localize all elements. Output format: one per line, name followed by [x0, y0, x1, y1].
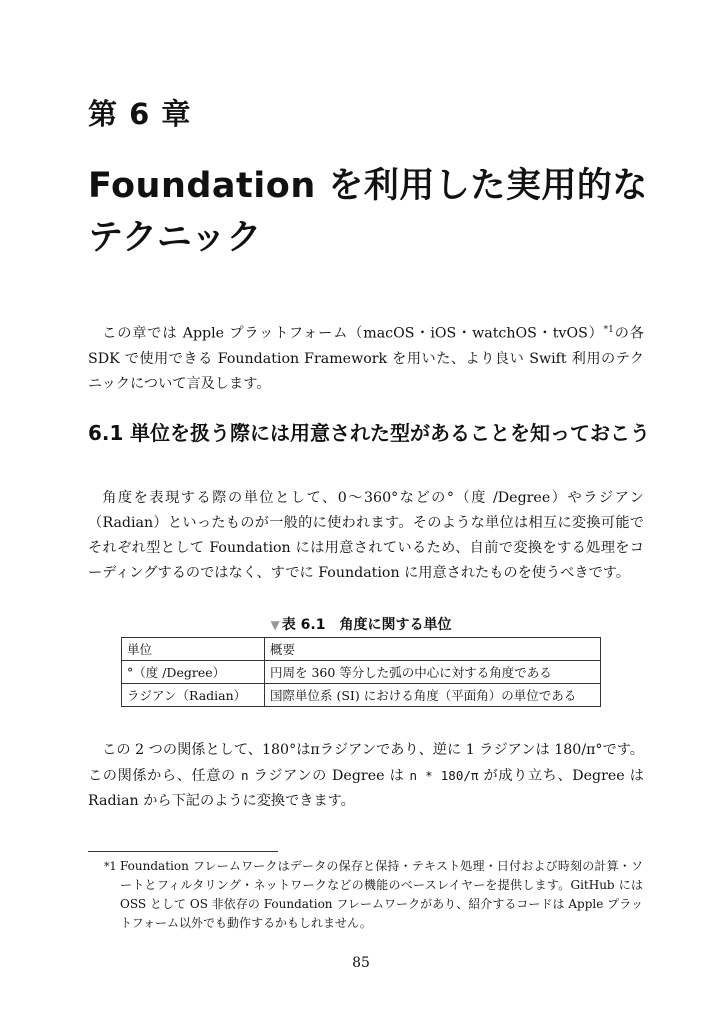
section-number: 6.1: [88, 421, 124, 445]
inline-code-n: n: [240, 768, 249, 783]
intro-text-a: この章では Apple プラットフォーム（macOS・iOS・watchOS・tvOS）: [102, 325, 604, 342]
table-cell-summary: 円周を 360 等分した弧の中心に対する角度である: [265, 661, 601, 684]
intro-text-c: SDK で使用できる Foundation Framework を用いた、より良い Swift 利用のテクニックについて言及します。: [88, 350, 644, 392]
footnote-reference[interactable]: *1: [603, 325, 614, 335]
table-row: [122, 684, 601, 707]
table-cell-summary: 国際単位系 (SI) における角度（平面角）の単位である: [265, 684, 601, 707]
conversion-text-a: この 2 つの関係として、180°はπラジアンであり、逆に 1 ラジアンは 180/π°です。この関係から、任意の: [88, 742, 644, 784]
chapter-title: [88, 160, 648, 264]
page-number: 85: [352, 955, 370, 971]
footnote-divider: [88, 851, 278, 852]
chapter-title-line-2: テクニック: [88, 218, 263, 258]
intro-paragraph: [88, 318, 644, 397]
angle-units-table: [121, 637, 601, 707]
chapter-label: 第 6 章: [88, 97, 192, 131]
table-caption: [0, 614, 722, 634]
table-header-unit: 単位: [122, 638, 265, 661]
footnote-text: Foundation フレームワークはデータの保存と保持・テキスト処理・日付および時刻の計算・ソートとフィルタリング・ネットワークなどの機能のベースレイヤーを提供します。GitHub には OSS として OS 非依存の Foundation フレームワークがあり、紹介するコードは Apple プラットフォーム以外でも動作するかもしれません。: [120, 859, 643, 930]
table-row: [122, 661, 601, 684]
table-cell-unit: °（度 /Degree）: [122, 661, 265, 684]
conversion-paragraph: [88, 738, 644, 814]
chapter-title-line-1: Foundation を利用した実用的な: [88, 166, 648, 206]
angle-paragraph: 角度を表現する際の単位として、0〜360°などの°（度 /Degree）やラジアン（Radian）といったものが一般的に使われます。そのような単位は相互に変換可能でそれぞれ型として Foundation には用意されているため、自前で変換をする処理をコーディングするのではなく、すでに Foundation に用意されたものを使うべきです。: [88, 490, 644, 581]
table-header-summary: 概要: [265, 638, 601, 661]
table-caption-text: 表 6.1 角度に関する単位: [281, 617, 452, 633]
table-cell-unit: ラジアン（Radian）: [122, 684, 265, 707]
caption-triangle-icon: ▼: [270, 618, 280, 632]
conversion-text-c: が成り立ち、Degree は Radian から下記のように変換できます。: [88, 768, 644, 809]
inline-code-expression: n * 180/π: [409, 768, 479, 783]
table-header-row: [122, 638, 601, 661]
section-title: 単位を扱う際には用意された型があることを知っておこう: [130, 421, 650, 445]
intro-text-b: の各: [613, 325, 644, 342]
footnote: [88, 857, 643, 933]
conversion-text-b: ラジアンの Degree は: [253, 768, 405, 784]
footnote-mark: *1: [104, 860, 117, 873]
